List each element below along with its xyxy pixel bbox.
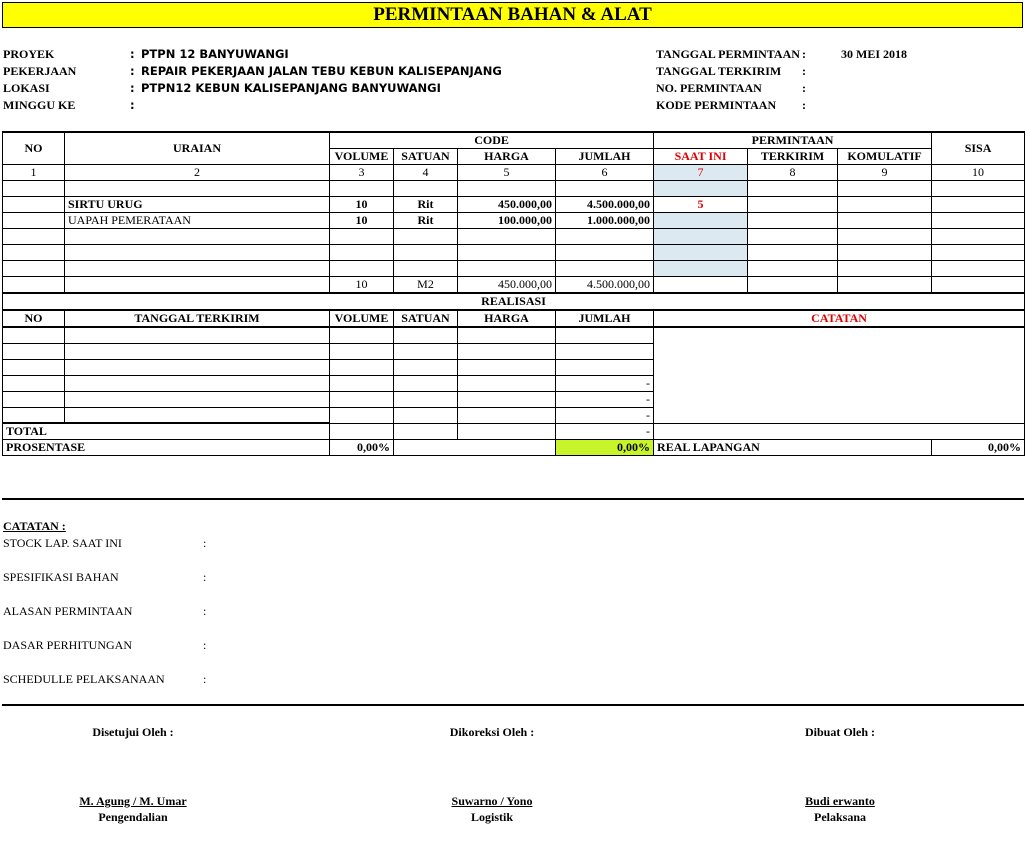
item-volume[interactable] <box>330 181 394 197</box>
signature-name-dibuat: Budi erwanto <box>805 794 875 808</box>
realisasi-row <box>3 375 1025 391</box>
note-item-spesifikasi: SPESIFIKASI BAHAN <box>3 570 119 584</box>
note-item-stock: STOCK LAP. SAAT INI <box>3 536 122 550</box>
realisasi-row <box>3 359 1025 375</box>
col-number: 4 <box>394 165 458 181</box>
note-item-dasar: DASAR PERHITUNGAN <box>3 638 133 652</box>
prosentase-label: PROSENTASE <box>3 440 330 456</box>
col-number: 9 <box>838 165 932 181</box>
item-satuan[interactable] <box>394 181 458 197</box>
column-number-row <box>3 165 1025 181</box>
header-value-lokasi: PTPN12 KEBUN KALISEPANJANG BANYUWANGI <box>141 81 441 95</box>
item-volume[interactable] <box>330 245 394 261</box>
header-colon: : <box>130 47 135 61</box>
items-total-row <box>3 277 1025 294</box>
header-label-lokasi: LOKASI <box>3 81 50 95</box>
item-jumlah[interactable] <box>556 261 654 277</box>
header-label-minggu: MINGGU KE <box>3 98 76 112</box>
table-header-row <box>3 132 1025 149</box>
header-colon: : <box>802 98 806 112</box>
col-number: 8 <box>748 165 838 181</box>
header-colon: : <box>130 98 135 112</box>
realisasi-jumlah[interactable]: - <box>556 375 654 391</box>
item-harga[interactable]: 100.000,00 <box>458 213 556 229</box>
realisasi-total-row <box>3 423 1025 440</box>
col-head-sisa: SISA <box>932 132 1025 165</box>
realisasi-title-row <box>3 293 1025 310</box>
item-jumlah[interactable] <box>556 245 654 261</box>
col-head-jumlah: JUMLAH <box>556 149 654 165</box>
signature-name-dikoreksi: Suwarno / Yono <box>451 794 533 808</box>
header-label-proyek: PROYEK <box>3 47 55 61</box>
signature-role-disetujui: Pengendalian <box>98 810 168 824</box>
col-head-permintaan: PERMINTAAN <box>654 132 932 149</box>
realisasi-head-volume: VOLUME <box>330 310 394 327</box>
header-value-pekerjaan: REPAIR PEKERJAAN JALAN TEBU KEBUN KALISEPANJANG <box>141 64 502 78</box>
note-colon: : <box>203 672 207 686</box>
item-uraian[interactable] <box>65 245 330 261</box>
realisasi-jumlah[interactable]: - <box>556 407 654 423</box>
items-total-satuan: M2 <box>394 277 458 294</box>
note-colon: : <box>203 570 207 584</box>
header-colon: : <box>802 47 806 61</box>
col-number: 7 <box>654 165 748 181</box>
item-satuan[interactable] <box>394 245 458 261</box>
items-total-jumlah: 4.500.000,00 <box>556 277 654 294</box>
header-label-tanggal-terkirim: TANGGAL TERKIRIM <box>656 64 782 78</box>
request-table <box>2 131 1025 456</box>
page-title: PERMINTAAN BAHAN & ALAT <box>2 2 1023 28</box>
signature-role-dikoreksi: Logistik <box>470 810 513 824</box>
item-jumlah[interactable]: 1.000.000,00 <box>556 213 654 229</box>
realisasi-row <box>3 391 1025 407</box>
item-harga[interactable] <box>458 261 556 277</box>
header-label-pekerjaan: PEKERJAAN <box>3 64 77 78</box>
header-value-proyek: PTPN 12 BANYUWANGI <box>141 47 289 61</box>
item-satuan[interactable] <box>394 229 458 245</box>
item-harga[interactable]: 450.000,00 <box>458 197 556 213</box>
header-colon: : <box>130 64 135 78</box>
real-lapangan-value: 0,00% <box>932 440 1025 456</box>
items-total-harga: 450.000,00 <box>458 277 556 294</box>
table-row <box>3 197 1025 213</box>
realisasi-jumlah[interactable]: - <box>556 391 654 407</box>
col-number: 5 <box>458 165 556 181</box>
signature-role-dibuat: Pelaksana <box>813 810 866 824</box>
real-lapangan-label: REAL LAPANGAN <box>654 440 932 456</box>
table-row <box>3 245 1025 261</box>
item-saat-ini[interactable] <box>654 229 748 245</box>
realisasi-total-jumlah: - <box>556 423 654 440</box>
realisasi-row <box>3 407 1025 423</box>
realisasi-head-tanggal: TANGGAL TERKIRIM <box>65 310 330 327</box>
item-jumlah[interactable]: 4.500.000,00 <box>556 197 654 213</box>
item-saat-ini[interactable] <box>654 181 748 197</box>
realisasi-jumlah[interactable] <box>556 343 654 359</box>
item-uraian[interactable] <box>65 181 330 197</box>
note-item-schedule: SCHEDULLE PELAKSANAAN <box>3 672 165 686</box>
item-uraian[interactable] <box>65 229 330 245</box>
col-head-satuan: SATUAN <box>394 149 458 165</box>
note-item-alasan: ALASAN PERMINTAAN <box>3 604 133 618</box>
header-value-tanggal-permintaan: 30 MEI 2018 <box>841 47 907 61</box>
realisasi-head-satuan: SATUAN <box>394 310 458 327</box>
item-volume[interactable] <box>330 229 394 245</box>
item-satuan[interactable] <box>394 261 458 277</box>
realisasi-head-catatan: CATATAN <box>654 310 1025 327</box>
header-label-kode-permintaan: KODE PERMINTAAN <box>656 98 777 112</box>
item-uraian[interactable]: UAPAH PEMERATAAN <box>65 213 330 229</box>
realisasi-head-jumlah: JUMLAH <box>556 310 654 327</box>
realisasi-row <box>3 327 1025 343</box>
item-uraian[interactable]: SIRTU URUG <box>65 197 330 213</box>
realisasi-jumlah[interactable] <box>556 359 654 375</box>
item-saat-ini[interactable] <box>654 245 748 261</box>
realisasi-row <box>3 343 1025 359</box>
col-head-no: NO <box>3 132 65 165</box>
table-row <box>3 213 1025 229</box>
header-label-no-permintaan: NO. PERMINTAAN <box>656 81 762 95</box>
note-colon: : <box>203 604 207 618</box>
table-row <box>3 261 1025 277</box>
item-satuan[interactable]: Rit <box>394 213 458 229</box>
signature-name-disetujui: M. Agung / M. Umar <box>79 794 187 808</box>
realisasi-header-row <box>3 310 1025 327</box>
realisasi-total-label: TOTAL <box>3 423 330 440</box>
item-harga[interactable] <box>458 229 556 245</box>
signature-caption-disetujui: Disetujui Oleh : <box>92 725 174 739</box>
item-saat-ini[interactable] <box>654 213 748 229</box>
item-volume[interactable]: 10 <box>330 213 394 229</box>
realisasi-title: REALISASI <box>3 293 1025 310</box>
col-number: 6 <box>556 165 654 181</box>
prosentase-row <box>3 440 1025 456</box>
realisasi-jumlah[interactable] <box>556 327 654 343</box>
prosentase-volume: 0,00% <box>330 440 394 456</box>
item-jumlah[interactable] <box>556 181 654 197</box>
header-colon: : <box>802 64 806 78</box>
col-head-terkirim: TERKIRIM <box>748 149 838 165</box>
signature-caption-dikoreksi: Dikoreksi Oleh : <box>449 725 535 739</box>
item-saat-ini[interactable]: 5 <box>654 197 748 213</box>
header-label-tanggal-permintaan: TANGGAL PERMINTAAN <box>656 47 800 61</box>
note-colon: : <box>203 638 207 652</box>
col-head-saat-ini: SAAT INI <box>654 149 748 165</box>
col-number: 3 <box>330 165 394 181</box>
section-divider <box>2 498 1024 500</box>
header-colon: : <box>802 81 806 95</box>
item-satuan[interactable]: Rit <box>394 197 458 213</box>
item-uraian[interactable] <box>65 261 330 277</box>
col-number: 2 <box>65 165 330 181</box>
col-number: 10 <box>932 165 1025 181</box>
prosentase-jumlah: 0,00% <box>556 440 654 456</box>
col-number: 1 <box>3 165 65 181</box>
table-row <box>3 181 1025 197</box>
col-head-uraian: URAIAN <box>65 132 330 165</box>
col-head-code: CODE <box>330 132 654 149</box>
signature-divider <box>2 704 1024 706</box>
col-head-komulatif: KOMULATIF <box>838 149 932 165</box>
realisasi-head-harga: HARGA <box>458 310 556 327</box>
item-volume[interactable]: 10 <box>330 197 394 213</box>
item-harga[interactable] <box>458 245 556 261</box>
item-harga[interactable] <box>458 181 556 197</box>
col-head-harga: HARGA <box>458 149 556 165</box>
notes-title: CATATAN : <box>3 519 66 533</box>
table-row <box>3 229 1025 245</box>
header-colon: : <box>130 81 135 95</box>
item-volume[interactable] <box>330 261 394 277</box>
note-colon: : <box>203 536 207 550</box>
items-total-volume: 10 <box>330 277 394 294</box>
signature-caption-dibuat: Dibuat Oleh : <box>804 725 875 739</box>
realisasi-head-no: NO <box>3 310 65 327</box>
item-saat-ini[interactable] <box>654 261 748 277</box>
col-head-volume: VOLUME <box>330 149 394 165</box>
item-jumlah[interactable] <box>556 229 654 245</box>
